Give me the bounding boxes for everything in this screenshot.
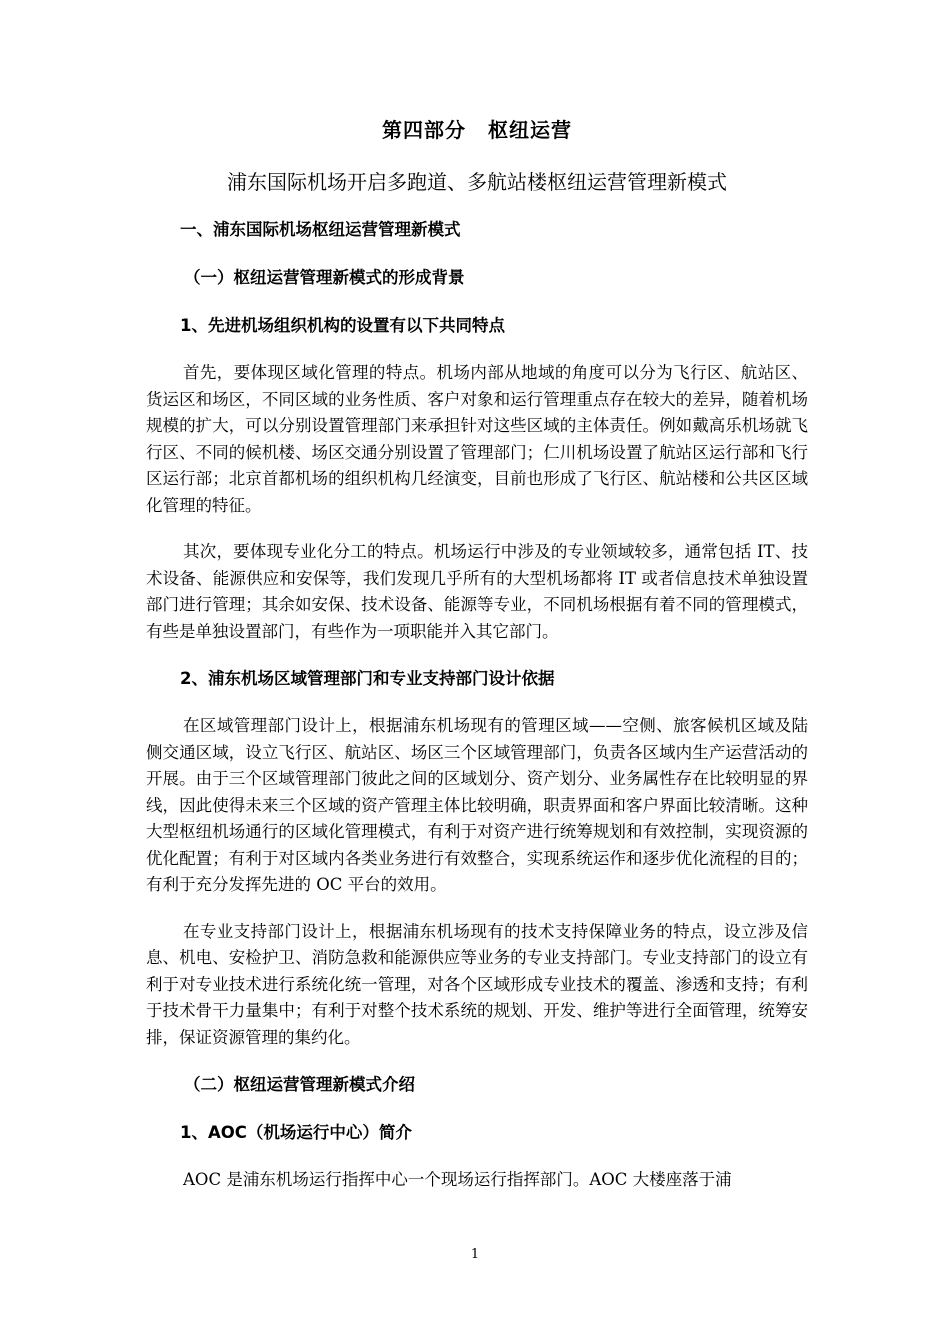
paragraph-3: 在区域管理部门设计上，根据浦东机场现有的管理区域——空侧、旅客候机区域及陆侧交通区域，设立飞行区、航站区、场区三个区域管理部门，负责各区域内生产运营活动的开展。由于三个区域管理部门彼此之间的区域划分、资产划分、业务属性存在比较明显的界线，因此使得未来三个区域的资产管理主体比较明确，职责界面和客户界面比较清晰。这种大型枢纽机场通行的区域化管理模式，有利于对资产进行统筹规划和有效控制，实现资源的优化配置；有利于对区域内各类业务进行有效整合，实现系统运作和逐步优化流程的目的；有利于充分发挥先进的 OC 平台的效用。: [146, 716, 808, 894]
document-title: 浦东国际机场开启多跑道、多航站楼枢纽运营管理新模式: [227, 170, 727, 194]
part-title: [146, 114, 808, 146]
item-heading-1: 1、先进机场组织机构的设置有以下共同特点: [180, 316, 505, 335]
subsection-heading-2: （二）枢纽运营管理新模式介绍: [184, 1075, 415, 1094]
paragraph-1: 首先，要体现区域化管理的特点。机场内部从地域的角度可以分为飞行区、航站区、货运区和场区，不同区域的业务性质、客户对象和运行管理重点存在较大的差异，随着机场规模的扩大，可以分别设置管理部门来承担针对这些区域的主体责任。例如戴高乐机场就飞行区、不同的候机楼、场区交通分别设置了管理部门；仁川机场设置了航站区运行部和飞行区运行部；北京首都机场的组织机构几经演变，目前也形成了飞行区、航站楼和公共区区域化管理的特征。: [146, 363, 808, 515]
item-heading-2: 2、浦东机场区域管理部门和专业支持部门设计依据: [180, 669, 555, 688]
document-body: [146, 114, 808, 1194]
part-name: 枢纽运营: [488, 118, 572, 142]
paragraph-5: AOC 是浦东机场运行指挥中心一个现场运行指挥部门。AOC 大楼座落于浦: [183, 1170, 732, 1189]
paragraph-4: 在专业支持部门设计上，根据浦东机场现有的技术支持保障业务的特点，设立涉及信息、机电、安检护卫、消防急救和能源供应等业务的专业支持部门。专业支持部门的设立有利于对专业技术进行系统化统一管理，对各个区域形成专业技术的覆盖、渗透和支持；有利于技术骨干力量集中；有利于对整个技术系统的规划、开发、维护等进行全面管理，统筹安排，保证资源管理的集约化。: [146, 921, 808, 1047]
paragraph-2: 其次，要体现专业化分工的特点。机场运行中涉及的专业领域较多，通常包括 IT、技术设备、能源供应和安保等，我们发现几乎所有的大型机场都将 IT 或者信息技术单独设置部门进行管理；其余如安保、技术设备、能源等专业，不同机场根据有着不同的管理模式，有些是单独设置部门，有些作为一项职能并入其它部门。: [146, 542, 808, 641]
item-heading-3: 1、AOC（机场运行中心）简介: [180, 1123, 412, 1142]
part-label: 第四部分: [382, 118, 466, 142]
page-number: 1: [470, 1247, 480, 1262]
subsection-heading-1: （一）枢纽运营管理新模式的形成背景: [184, 268, 465, 287]
section-heading-1: 一、浦东国际机场枢纽运营管理新模式: [180, 220, 461, 239]
